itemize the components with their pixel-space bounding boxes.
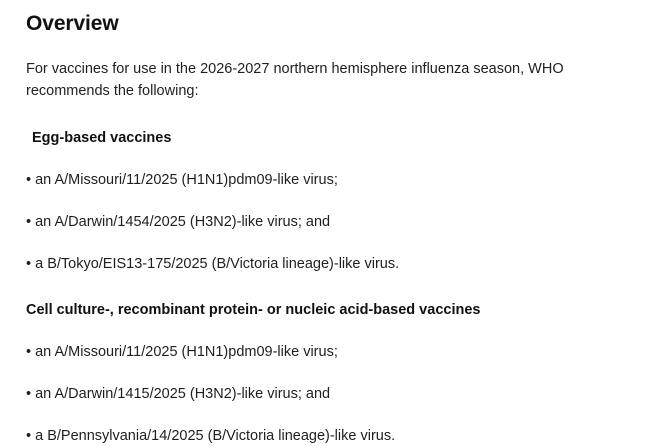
intro-paragraph: For vaccines for use in the 2026-2027 northern hemisphere influenza season, WHO recommends the following: [26,61,564,99]
list-item: • a B/Pennsylvania/14/2025 (B/Victoria lineage)-like virus. [26,428,396,444]
list-item: • an A/Missouri/11/2025 (H1N1)pdm09-like virus; [26,344,338,360]
section-heading-cell-culture-based-vaccines: Cell culture-, recombinant protein- or nucleic acid-based vaccines [26,302,481,318]
list-item: • an A/Missouri/11/2025 (H1N1)pdm09-like virus; [26,172,338,188]
list-item: • a B/Tokyo/EIS13-175/2025 (B/Victoria lineage)-like virus. [26,256,400,272]
section-heading-egg-based-vaccines: Egg-based vaccines [32,130,172,146]
page-title: Overview [26,12,119,35]
list-item: • an A/Darwin/1454/2025 (H3N2)-like virus; and [26,214,331,230]
list-item: • an A/Darwin/1415/2025 (H3N2)-like virus; and [26,386,331,402]
document-body [0,12,650,446]
